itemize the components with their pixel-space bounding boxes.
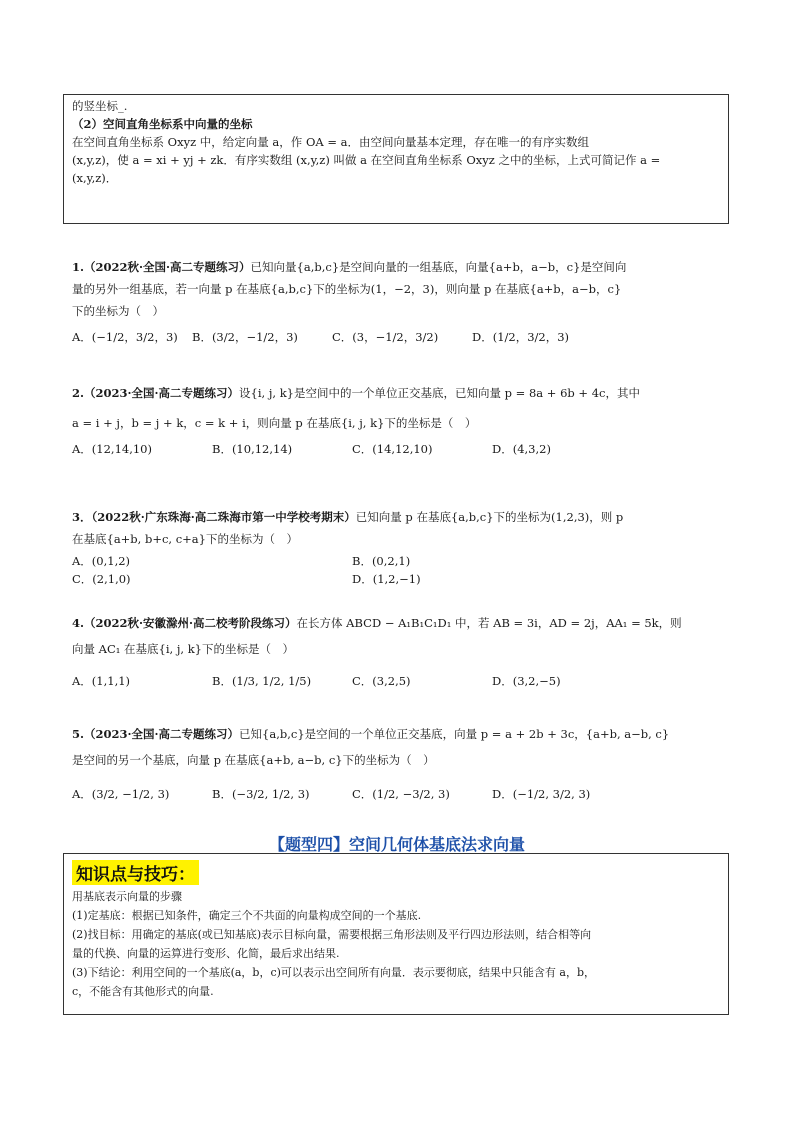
option-b[interactable]: B．(10,12,14) bbox=[212, 442, 293, 456]
option-d[interactable]: D．(4,3,2) bbox=[492, 442, 551, 456]
question-2 bbox=[72, 382, 732, 460]
tips-line: (3)下结论：利用空间的一个基底(a，b，c)可以表示出空间所有向量．表示要彻底，结果中只能含有 a，b， bbox=[72, 966, 596, 979]
concept-line-1: 的竖坐标_. bbox=[72, 99, 128, 113]
question-source: 3．（2022秋·广东珠海·高二珠海市第一中学校考期末） bbox=[72, 510, 356, 524]
question-text: a = i + j，b = j + k，c = k + i，则向量 p 在基底{i, j, k}下的坐标是（ ） bbox=[72, 416, 477, 430]
option-d[interactable]: D．(3,2,−5) bbox=[492, 674, 561, 688]
section-heading: 【题型四】空间几何体基底法求向量 bbox=[268, 835, 525, 854]
question-3 bbox=[72, 506, 732, 590]
option-b[interactable]: B．(0,2,1) bbox=[352, 554, 411, 568]
question-source: 5.（2023·全国·高二专题练习） bbox=[72, 727, 240, 741]
question-4 bbox=[72, 612, 732, 692]
question-text: 在长方体 ABCD − A₁B₁C₁D₁ 中，若 AB = 3i，AD = 2j，AA₁ = 5k，则 bbox=[296, 616, 682, 630]
question-text: 设{i, j, k}是空间中的一个单位正交基底，已知向量 p = 8a + 6b + 4c，其中 bbox=[239, 386, 640, 400]
concept-line-3: 在空间直角坐标系 Oxyz 中，给定向量 a，作 OA = a．由空间向量基本定理，存在唯一的有序实数组 bbox=[72, 135, 589, 149]
option-c[interactable]: C．(14,12,10) bbox=[352, 442, 433, 456]
option-b[interactable]: B．(1/3, 1/2, 1/5) bbox=[212, 674, 312, 688]
concept-box bbox=[63, 94, 729, 224]
question-text: 已知向量 p 在基底{a,b,c}下的坐标为(1,2,3)，则 p bbox=[355, 510, 624, 524]
question-source: 2.（2023·全国·高二专题练习） bbox=[72, 386, 240, 400]
option-a[interactable]: A．(12,14,10) bbox=[72, 442, 152, 456]
question-text: 在基底{a+b, b+c, c+a}下的坐标为（ ） bbox=[72, 532, 298, 546]
concept-line-5: (x,y,z)． bbox=[72, 171, 118, 185]
option-d[interactable]: D．(1,2,−1) bbox=[352, 572, 421, 586]
tips-line: (2)找目标：用确定的基底(或已知基底)表示目标向量，需要根据三角形法则及平行四边形法则，结合相等向 bbox=[72, 928, 592, 941]
question-text: 已知向量{a,b,c}是空间向量的一组基底，向量{a+b，a−b，c}是空间向 bbox=[250, 260, 627, 274]
option-c[interactable]: C．(3，−1/2，3/2) bbox=[332, 330, 439, 344]
tips-line: 用基底表示向量的步骤 bbox=[72, 890, 182, 903]
option-d[interactable]: D．(−1/2, 3/2, 3) bbox=[492, 787, 591, 801]
option-c[interactable]: C．(3,2,5) bbox=[352, 674, 411, 688]
tips-line: c，不能含有其他形式的向量. bbox=[72, 985, 214, 998]
question-text: 下的坐标为（ ） bbox=[72, 304, 164, 318]
option-a[interactable]: A．(1,1,1) bbox=[72, 674, 131, 688]
question-text: 向量 AC₁ 在基底{i, j, k}下的坐标是（ ） bbox=[72, 642, 294, 656]
concept-subtitle: （2）空间直角坐标系中向量的坐标 bbox=[72, 117, 253, 131]
tips-line: 量的代换、向量的运算进行变形、化简，最后求出结果. bbox=[72, 947, 340, 960]
question-source: 1.（2022秋·全国·高二专题练习） bbox=[72, 260, 251, 274]
concept-line-4: (x,y,z)，使 a = xi + yj + zk．有序实数组 (x,y,z) 叫做 a 在空间直角坐标系 Oxyz 之中的坐标，上式可简记作 a = bbox=[72, 153, 661, 167]
question-text: 是空间的另一个基底，向量 p 在基底{a+b, a−b, c}下的坐标为（ ） bbox=[72, 753, 435, 767]
question-text: 量的另外一组基底，若一向量 p 在基底{a,b,c}下的坐标为(1，−2，3)，则向量 p 在基底{a+b，a−b，c} bbox=[72, 282, 622, 296]
option-a[interactable]: A．(3/2, −1/2, 3) bbox=[72, 787, 170, 801]
tips-line: (1)定基底：根据已知条件，确定三个不共面的向量构成空间的一个基底. bbox=[72, 909, 422, 922]
tips-title: 知识点与技巧： bbox=[72, 860, 199, 885]
option-c[interactable]: C．(1/2, −3/2, 3) bbox=[352, 787, 450, 801]
option-b[interactable]: B．(3/2，−1/2，3) bbox=[192, 330, 298, 344]
option-b[interactable]: B．(−3/2, 1/2, 3) bbox=[212, 787, 310, 801]
option-a[interactable]: A．(0,1,2) bbox=[72, 554, 131, 568]
question-1 bbox=[72, 256, 732, 348]
tips-box bbox=[63, 853, 729, 1015]
question-5 bbox=[72, 723, 732, 805]
question-source: 4.（2022秋·安徽滁州·高二校考阶段练习） bbox=[72, 616, 297, 630]
option-a[interactable]: A．(−1/2，3/2，3) bbox=[72, 330, 178, 344]
option-c[interactable]: C．(2,1,0) bbox=[72, 572, 131, 586]
option-d[interactable]: D．(1/2，3/2，3) bbox=[472, 330, 570, 344]
question-text: 已知{a,b,c}是空间的一个单位正交基底，向量 p = a + 2b + 3c，{a+b, a−b, c} bbox=[239, 727, 670, 741]
